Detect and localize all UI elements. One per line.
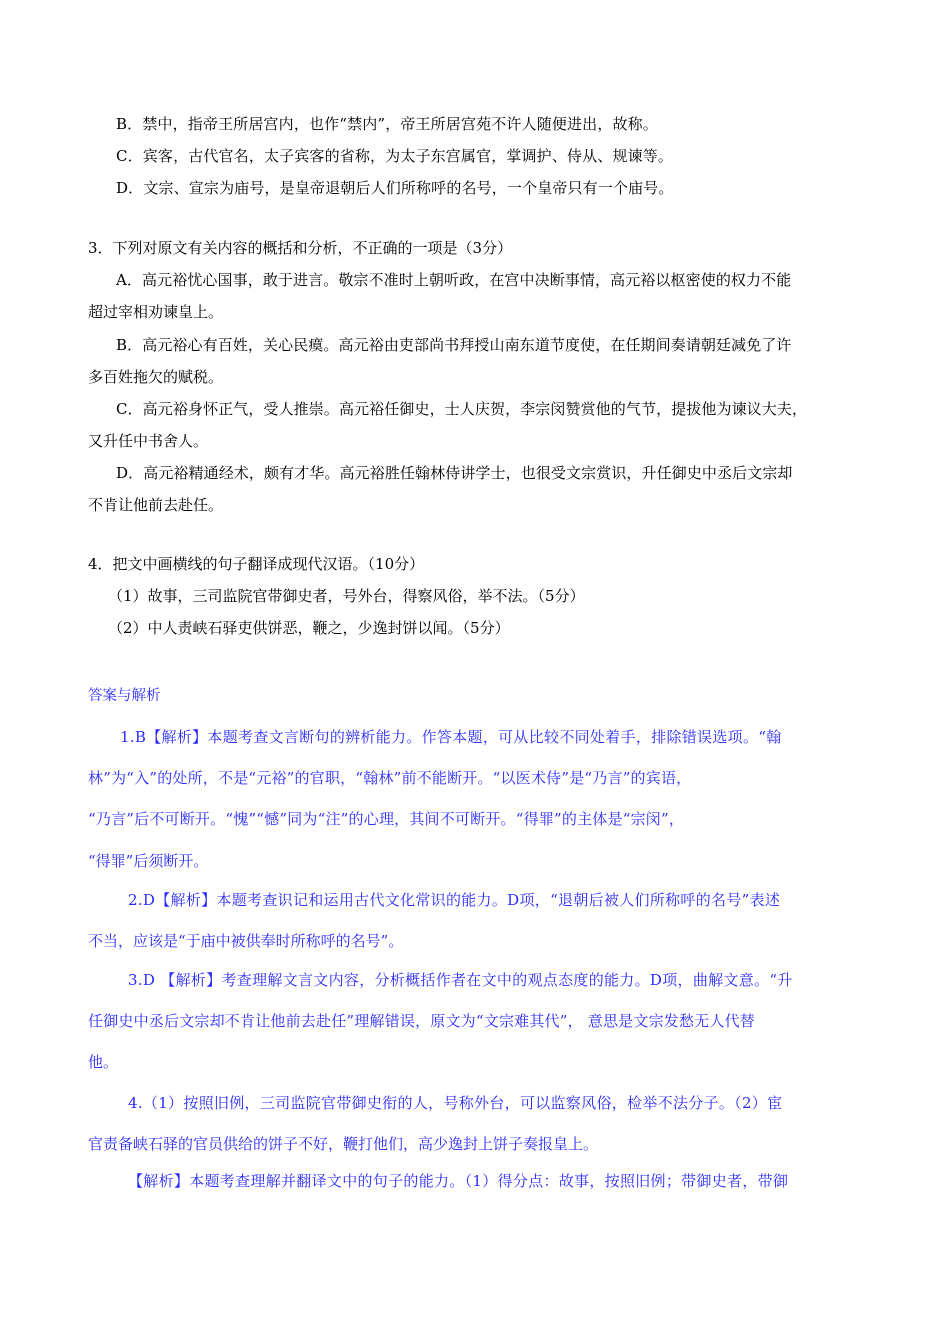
answer-2-line2: 不当，应该是“于庙中被供奉时所称呼的名号”。: [88, 932, 404, 950]
answer-2-line1: 2.D【解析】本题考查识记和运用古代文化常识的能力。D项，“退朝后被人们所称呼的名号”表述: [128, 891, 781, 909]
answer-1-line1: 1.B【解析】本题考查文言断句的辨析能力。作答本题，可从比较不同处着手，排除错误选项。“翰: [120, 728, 782, 746]
q4-stem: 4．把文中画横线的句子翻译成现代汉语。（10分）: [88, 555, 425, 573]
answer-4-line1: 4.（1）按照旧例，三司监院官带御史衔的人，号称外台，可以监察风俗，检举不法分子。（2）宦: [128, 1094, 783, 1112]
q3-option-c-line2: 又升任中书舍人。: [88, 432, 209, 450]
answer-1-line4: “得罪”后须断开。: [88, 852, 209, 870]
q2-option-d: D．文宗、宣宗为庙号，是皇帝退朝后人们所称呼的名号，一个皇帝只有一个庙号。: [116, 179, 674, 197]
q3-option-b-line2: 多百姓拖欠的赋税。: [88, 368, 224, 386]
q3-option-a-line2: 超过宰相劝谏皇上。: [88, 303, 224, 321]
answer-3-line3: 他。: [88, 1053, 119, 1071]
answer-4-analysis: 【解析】本题考查理解并翻译文中的句子的能力。（1）得分点：故事，按照旧例；带御史者，带御: [128, 1172, 789, 1190]
q4-item-2: （2）中人责峡石驿吏供饼恶，鞭之，少逸封饼以闻。（5分）: [108, 619, 510, 637]
q3-option-a-line1: A．高元裕忧心国事，敢于进言。敬宗不准时上朝听政，在宫中决断事情，高元裕以枢密使的权力不能: [116, 271, 792, 289]
q2-option-c: C．宾客，古代官名，太子宾客的省称，为太子东宫属官，掌调护、侍从、规谏等。: [116, 147, 674, 165]
q3-option-c-line1: C．高元裕身怀正气，受人推崇。高元裕任御史，士人庆贺，李宗闵赞赏他的气节，提拔他为谏议大夫，: [116, 400, 808, 418]
q3-option-d-line2: 不肯让他前去赴任。: [88, 496, 224, 514]
answer-1-line3: “乃言”后不可断开。“愧”“憾”同为“注”的心理，其间不可断开。“得罪”的主体是“宗闵”，: [88, 810, 685, 828]
q4-item-1: （1）故事，三司监院官带御史者，号外台，得察风俗，举不法。（5分）: [108, 587, 585, 605]
q2-option-b: B．禁中，指帝王所居宫内，也作“禁内”，帝王所居宫苑不许人随便进出，故称。: [116, 115, 658, 133]
answer-4-line2: 官责备峡石驿的官员供给的饼子不好，鞭打他们，高少逸封上饼子奏报皇上。: [88, 1135, 599, 1153]
answer-1-line2: 林”为“入”的处所，不是“元裕”的官职，“翰林”前不能断开。“以医术侍”是“乃言”的宾语，: [88, 769, 692, 787]
q3-option-d-line1: D．高元裕精通经术，颇有才华。高元裕胜任翰林侍讲学士，也很受文宗赏识，升任御史中丞后文宗却: [116, 464, 793, 482]
answer-3-line1: 3.D 【解析】考查理解文言文内容，分析概括作者在文中的观点态度的能力。D项，曲解文意。“升: [128, 971, 793, 989]
q3-stem: 3．下列对原文有关内容的概括和分析，不正确的一项是（3分）: [88, 239, 513, 257]
q3-option-b-line1: B．高元裕心有百姓，关心民瘼。高元裕由吏部尚书拜授山南东道节度使，在任期间奏请朝廷减免了许: [116, 336, 792, 354]
answers-heading: 答案与解析: [88, 688, 161, 704]
answer-3-line2: 任御史中丞后文宗却不肯让他前去赴任”理解错误，原文为“文宗难其代”， 意思是文宗发愁无人代替: [88, 1012, 755, 1030]
